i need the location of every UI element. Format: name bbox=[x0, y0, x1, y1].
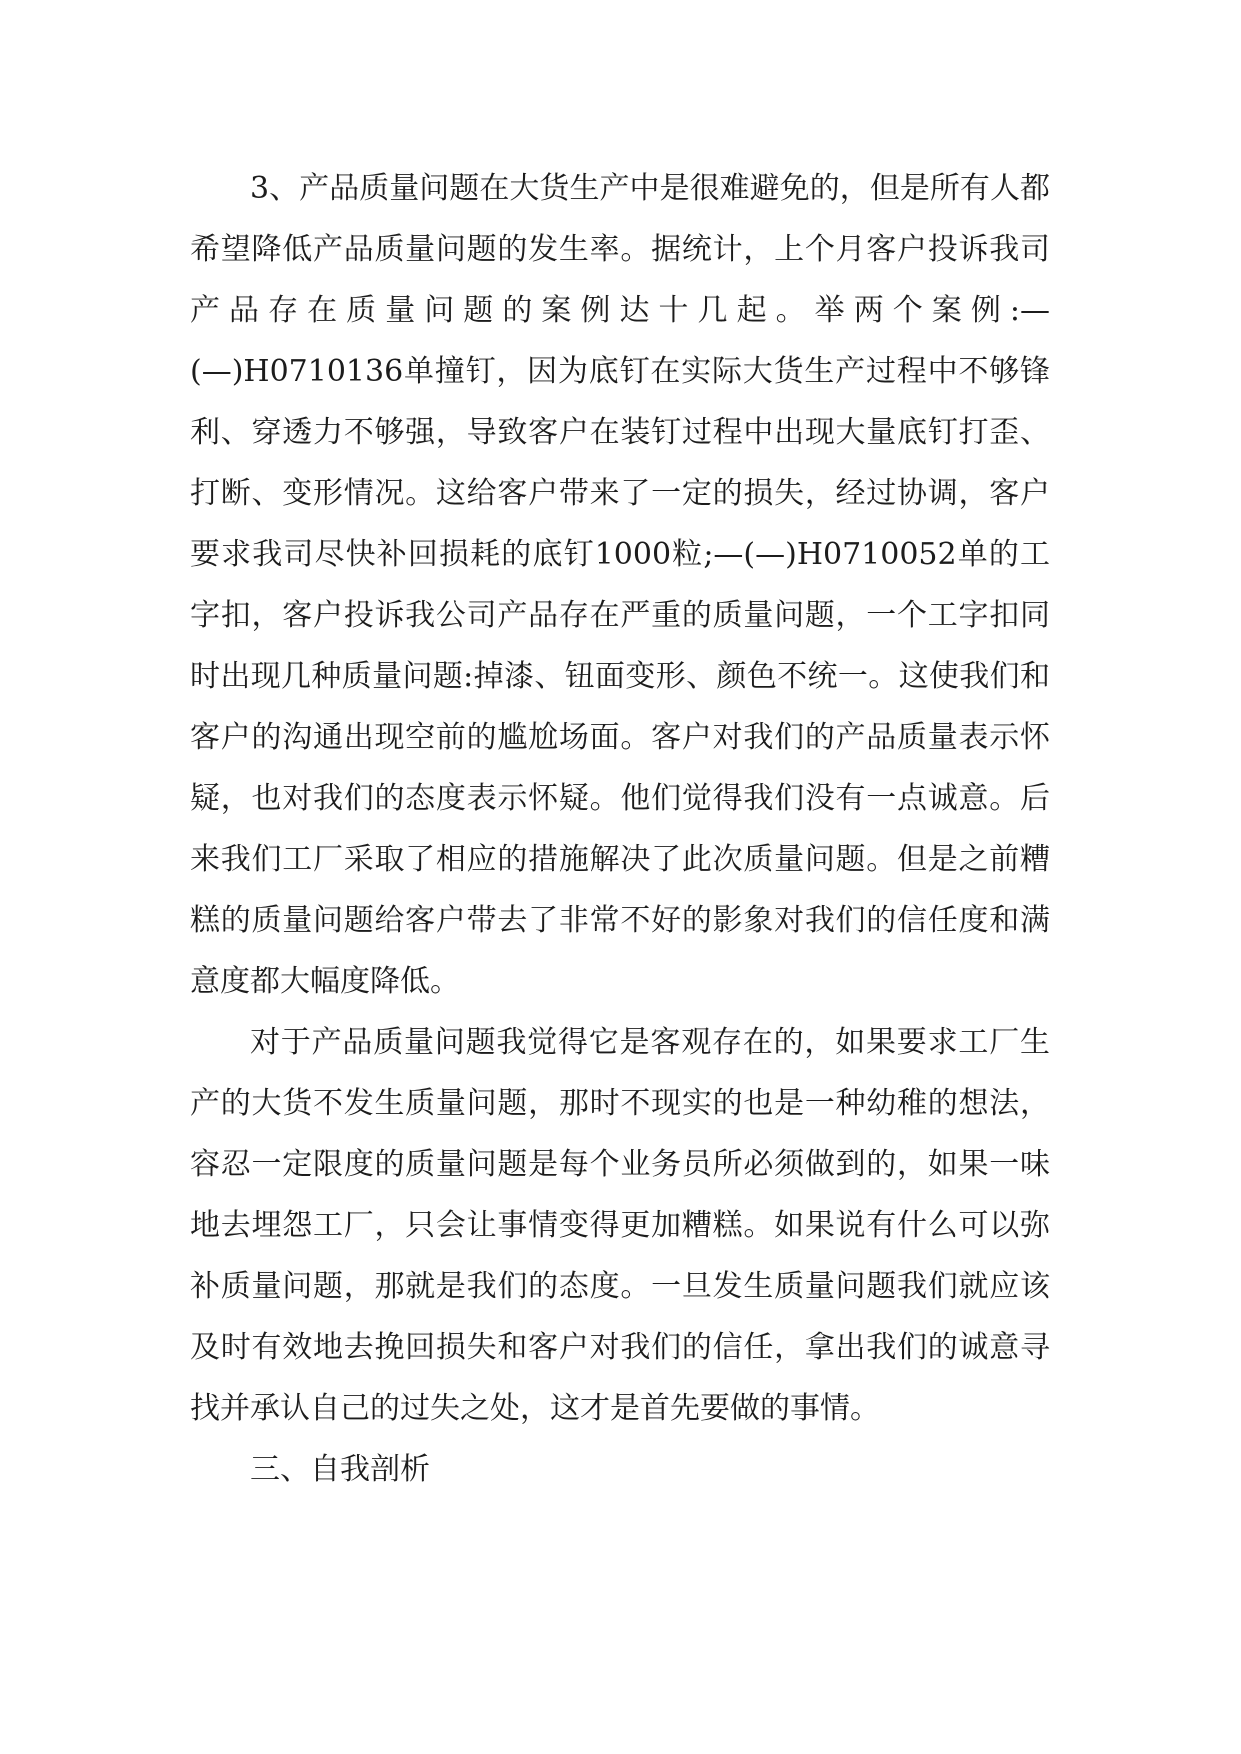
document-body bbox=[190, 158, 1050, 1500]
section-heading: 三、自我剖析 bbox=[250, 1452, 430, 1487]
paragraph-quality-attitude: 对于产品质量问题我觉得它是客观存在的，如果要求工厂生产的大货不发生质量问题，那时不现实的也是一种幼稚的想法，容忍一定限度的质量问题是每个业务员所必须做到的，如果一味地去埋怨工厂，只会让事情变得更加糟糕。如果说有什么可以弥补质量问题，那就是我们的态度。一旦发生质量问题我们就应该及时有效地去挽回损失和客户对我们的信任，拿出我们的诚意寻找并承认自己的过失之处，这才是首先要做的事情。 bbox=[190, 1025, 1050, 1426]
paragraph-quality-cases: 3、产品质量问题在大货生产中是很难避免的，但是所有人都希望降低产品质量问题的发生率。据统计，上个月客户投诉我司产品存在质量问题的案例达十几起。举两个案例:—(—)H0710136单撞钉，因为底钉在实际大货生产过程中不够锋利、穿透力不够强，导致客户在装钉过程中出现大量底钉打歪、打断、变形情况。这给客户带来了一定的损失，经过协调，客户要求我司尽快补回损耗的底钉1000粒;—(—)H0710052单的工字扣，客户投诉我公司产品存在严重的质量问题，一个工字扣同时出现几种质量问题:掉漆、钮面变形、颜色不统一。这使我们和客户的沟通出现空前的尴尬场面。客户对我们的产品质量表示怀疑，也对我们的态度表示怀疑。他们觉得我们没有一点诚意。后来我们工厂采取了相应的措施解决了此次质量问题。但是之前糟糕的质量问题给客户带去了非常不好的影象对我们的信任度和满意度都大幅度降低。 bbox=[190, 171, 1050, 999]
